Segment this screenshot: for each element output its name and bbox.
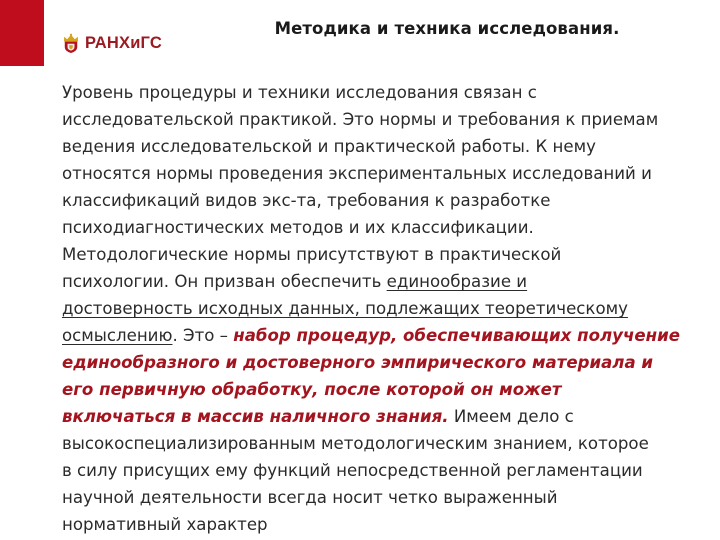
text-line bbox=[62, 349, 716, 376]
emphasized-text: его первичную обработку, после которой он может bbox=[62, 380, 562, 399]
text-line bbox=[62, 322, 716, 349]
logo-text: РАНХиГС bbox=[85, 33, 162, 52]
body-text bbox=[62, 79, 716, 538]
text-line: относятся нормы проведения экспериментальных исследований и bbox=[62, 164, 652, 183]
text-line bbox=[62, 295, 716, 322]
logo bbox=[62, 28, 162, 58]
text-segment: Имеем дело с bbox=[448, 407, 574, 426]
text-line: Методологические нормы присутствуют в практической bbox=[62, 245, 562, 264]
text-line: классификаций видов экс-та, требования к разработке bbox=[62, 191, 551, 210]
text-line bbox=[62, 403, 716, 430]
underlined-text: достоверность исходных данных, подлежащих теоретическому bbox=[62, 299, 628, 318]
emblem-icon bbox=[62, 28, 80, 58]
text-line: в силу присущих ему функций непосредственной регламентации bbox=[62, 461, 643, 480]
text-line: ведения исследовательской и практической работы. К нему bbox=[62, 137, 596, 156]
text-line bbox=[62, 376, 716, 403]
text-line: психодиагностических методов и их классификации. bbox=[62, 218, 534, 237]
text-line: научной деятельности всегда носит четко выраженный bbox=[62, 488, 558, 507]
underlined-text: осмыслению bbox=[62, 326, 173, 345]
text-line: нормативный характер bbox=[62, 515, 268, 534]
accent-bar bbox=[0, 0, 44, 66]
text-line: высокоспециализированным методологическим знанием, которое bbox=[62, 434, 649, 453]
slide-title: Методика и техника исследования. bbox=[274, 19, 620, 38]
emphasized-text: включаться в массив наличного знания. bbox=[62, 407, 449, 426]
text-line: Уровень процедуры и техники исследования связан с bbox=[62, 83, 537, 102]
underlined-text: единообразие и bbox=[386, 272, 528, 291]
text-line: исследовательской практикой. Это нормы и требования к приемам bbox=[62, 110, 659, 129]
emphasized-text: единообразного и достоверного эмпирического материала и bbox=[62, 353, 654, 372]
emphasized-text: набор процедур, обеспечивающих получение bbox=[233, 326, 680, 345]
text-segment: психологии. Он призван обеспечить bbox=[62, 272, 387, 291]
text-segment: . Это – bbox=[172, 326, 234, 345]
text-line bbox=[62, 268, 716, 295]
